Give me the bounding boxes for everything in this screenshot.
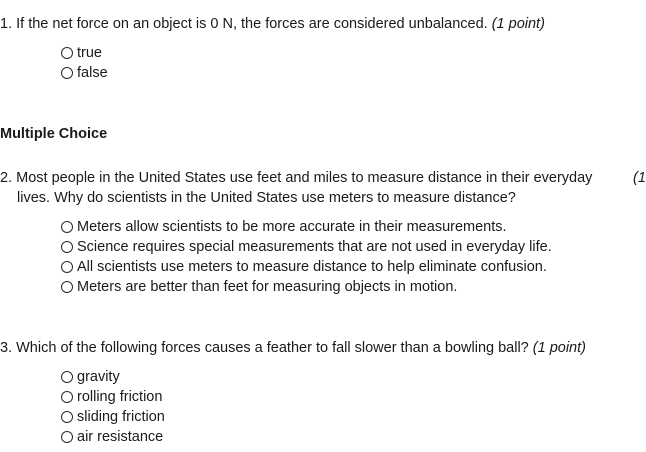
radio-button-icon[interactable] (61, 241, 73, 253)
option-label: true (77, 45, 102, 61)
question-1-option-true[interactable] (61, 43, 108, 63)
radio-button-icon[interactable] (61, 391, 73, 403)
question-2-option-a[interactable] (61, 217, 552, 237)
option-label: Meters are better than feet for measuring objects in motion. (77, 279, 458, 295)
option-label: gravity (77, 369, 120, 385)
question-2-option-d[interactable] (61, 277, 552, 297)
option-label: air resistance (77, 429, 164, 445)
radio-button-icon[interactable] (61, 67, 73, 79)
question-2-option-b[interactable] (61, 237, 552, 257)
question-3-points: (1 point) (532, 340, 586, 356)
question-2-option-c[interactable] (61, 257, 552, 277)
question-2-number: 2. (0, 170, 13, 186)
option-label: false (77, 65, 108, 81)
question-2-points: (1 (633, 170, 646, 186)
question-2-line-1 (0, 168, 592, 188)
question-2-prompt-line-1: Most people in the United States use feet and miles to measure distance in their everyday (16, 170, 593, 186)
radio-button-icon[interactable] (61, 261, 73, 273)
question-3-prompt: Which of the following forces causes a feather to fall slower than a bowling ball? (16, 340, 529, 356)
question-3-option-sliding-friction[interactable] (61, 407, 165, 427)
question-3-option-gravity[interactable] (61, 367, 165, 387)
question-3-text (0, 338, 586, 358)
radio-button-icon[interactable] (61, 47, 73, 59)
section-heading: Multiple Choice (0, 126, 108, 142)
option-label: Science requires special measurements that are not used in everyday life. (77, 239, 552, 255)
option-label: All scientists use meters to measure distance to help eliminate confusion. (77, 259, 547, 275)
question-1-prompt: If the net force on an object is 0 N, the forces are considered unbalanced. (16, 16, 488, 32)
question-3-number: 3. (0, 340, 13, 356)
question-1-options (61, 43, 108, 83)
question-1-number: 1. (0, 16, 13, 32)
question-1-option-false[interactable] (61, 63, 108, 83)
question-1-points: (1 point) (491, 16, 545, 32)
radio-button-icon[interactable] (61, 221, 73, 233)
option-label: sliding friction (77, 409, 165, 425)
option-label: rolling friction (77, 389, 163, 405)
radio-button-icon[interactable] (61, 371, 73, 383)
question-1-text (0, 14, 545, 34)
radio-button-icon[interactable] (61, 431, 73, 443)
question-2-options (61, 217, 552, 297)
option-label: Meters allow scientists to be more accurate in their measurements. (77, 219, 507, 235)
question-3-option-air-resistance[interactable] (61, 427, 165, 447)
radio-button-icon[interactable] (61, 281, 73, 293)
question-3-options (61, 367, 165, 447)
question-2-prompt-line-2: lives. Why do scientists in the United States use meters to measure distance? (17, 190, 516, 206)
question-3-option-rolling-friction[interactable] (61, 387, 165, 407)
radio-button-icon[interactable] (61, 411, 73, 423)
